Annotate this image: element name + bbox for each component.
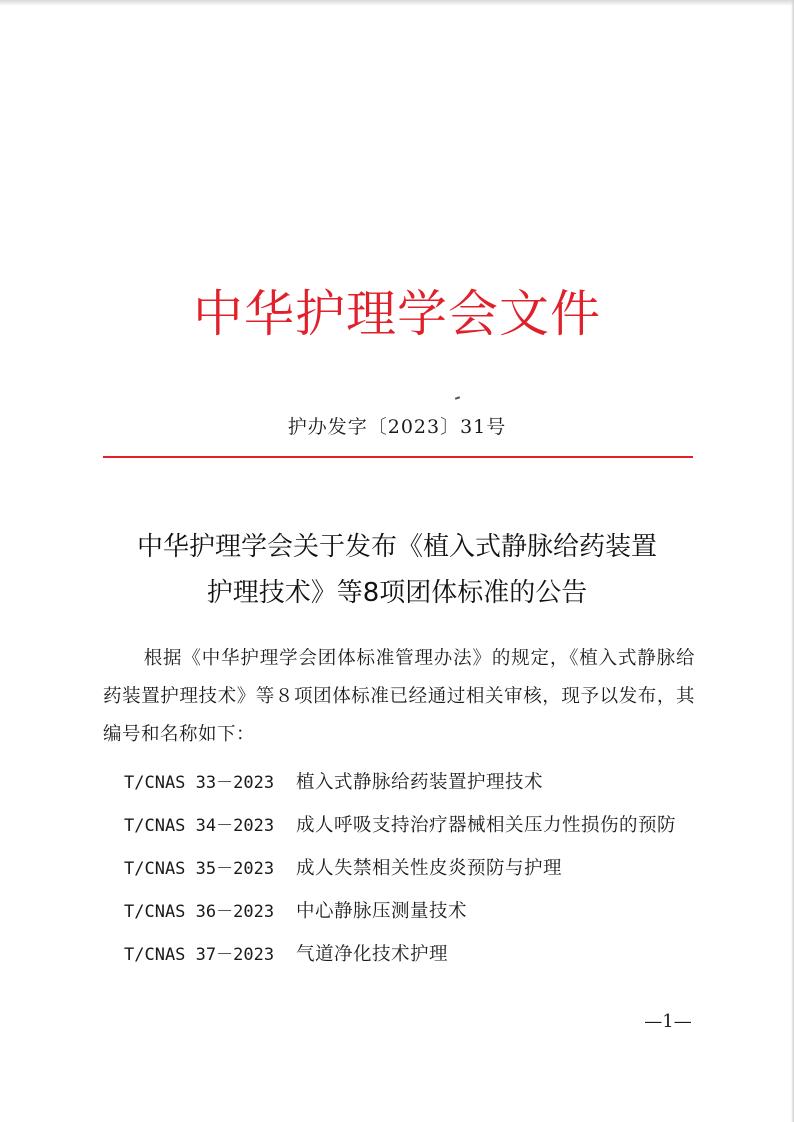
standard-code: T/CNAS 37－2023	[124, 945, 275, 965]
standards-list	[124, 764, 694, 979]
notice-title-line-2: 护理技术》等8项团体标准的公告	[206, 578, 588, 608]
standard-item	[124, 893, 694, 931]
letterhead-title: 中华护理学会文件	[193, 285, 601, 343]
header-divider	[103, 456, 693, 458]
standard-item	[124, 850, 694, 888]
standard-item	[124, 936, 694, 974]
notice-title	[0, 524, 794, 616]
standard-name: 植入式静脉给药装置护理技术	[296, 772, 544, 793]
page-number: —1—	[644, 1011, 692, 1032]
standard-code: T/CNAS 34－2023	[124, 816, 275, 836]
standard-name: 成人呼吸支持治疗器械相关压力性损伤的预防	[296, 815, 677, 836]
standard-item	[124, 764, 694, 802]
intro-paragraph: 根据《中华护理学会团体标准管理办法》的规定，《植入式静脉给药装置护理技术》等８项团体标准已经通过相关审核，现予以发布，其编号和名称如下：	[103, 648, 695, 745]
standard-name: 气道净化技术护理	[296, 944, 449, 965]
standard-name: 成人失禁相关性皮炎预防与护理	[296, 858, 563, 879]
standard-item	[124, 807, 694, 845]
notice-title-line-1: 中华护理学会关于发布《植入式静脉给药装置	[136, 532, 657, 562]
standard-code: T/CNAS 36－2023	[124, 902, 275, 922]
standard-code: T/CNAS 35－2023	[124, 859, 275, 879]
standard-name: 中心静脉压测量技术	[296, 901, 468, 922]
scan-edge-top	[0, 0, 794, 6]
scan-speck	[455, 396, 460, 400]
standard-code: T/CNAS 33－2023	[124, 773, 275, 793]
document-number: 护办发字〔2023〕31号	[287, 416, 507, 438]
